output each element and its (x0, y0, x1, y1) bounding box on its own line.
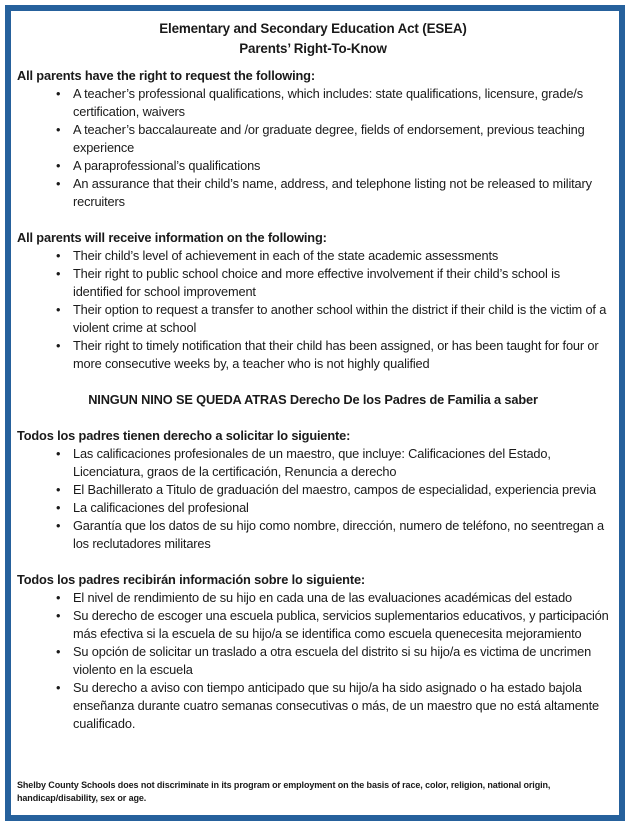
list-item: • A teacher’s baccalaureate and /or graduate degree, fields of endorsement, previous teaching experience (17, 121, 609, 157)
list-item: • Su derecho de escoger una escuela publica, servicios suplementarios educativos, y participación más efectiva si la escuela de su hijo/a se identifica como escuela quenecesita mejoramiento (17, 607, 609, 643)
list-item: • El Bachillerato a Titulo de graduación del maestro, campos de especialidad, experiencia previa (17, 481, 609, 499)
list-item: • A paraprofessional’s qualifications (17, 157, 609, 175)
list-item: • Their option to request a transfer to another school within the district if their child is the victim of a violent crime at school (17, 301, 609, 337)
list-padres-derecho-solicitar (17, 445, 609, 553)
list-item: • A teacher’s professional qualifications, which includes: state qualifications, licensure, grade/s certification, waivers (17, 85, 609, 121)
non-discrimination-statement: Shelby County Schools does not discriminate in its program or employment on the basis of race, color, religion, national origin, handicap/disability, sex or age. (17, 780, 551, 803)
list-item: • La calificaciones del profesional (17, 499, 609, 517)
list-parents-will-receive (17, 247, 609, 373)
list-item: • Their right to timely notification that their child has been assigned, or has been taught for four or more consecutive weeks by, a teacher who is not highly qualified (17, 337, 609, 373)
list-item: • Their child’s level of achievement in each of the state academic assessments (17, 247, 609, 265)
spanish-section-title: NINGUN NINO SE QUEDA ATRAS Derecho De los Padres de Familia a saber (88, 392, 538, 407)
document-title (17, 19, 609, 59)
document-page (5, 5, 625, 821)
heading-padres-derecho-solicitar: Todos los padres tienen derecho a solicitar lo siguiente: (17, 428, 351, 443)
list-item: • Garantía que los datos de su hijo como nombre, dirección, numero de teléfono, no seentregan a los reclutadores militares (17, 517, 609, 553)
heading-padres-recibiran: Todos los padres recibirán información sobre lo siguiente: (17, 572, 366, 587)
heading-parents-right-to-request: All parents have the right to request the following: (17, 68, 315, 83)
list-item: • Las calificaciones profesionales de un maestro, que incluye: Calificaciones del Estado, Licenciatura, graos de la certificación, Renuncia a derecho (17, 445, 609, 481)
document-title-line2: Parents’ Right-To-Know (239, 41, 387, 56)
list-item: • Su opción de solicitar un traslado a otra escuela del distrito si su hijo/a es victima de uncrimen violento en la escuela (17, 643, 609, 679)
list-parents-right-to-request (17, 85, 609, 211)
heading-parents-will-receive: All parents will receive information on the following: (17, 230, 327, 245)
document-title-line1: Elementary and Secondary Education Act (ESEA) (159, 21, 467, 36)
list-item: • El nivel de rendimiento de su hijo en cada una de las evaluaciones académicas del estado (17, 589, 609, 607)
list-item: • Su derecho a aviso con tiempo anticipado que su hijo/a ha sido asignado o ha estado bajola enseñanza durante cuatro semanas consecutivas o más, de un maestro que no está altamente cualificado. (17, 679, 609, 733)
list-padres-recibiran (17, 589, 609, 733)
list-item: • An assurance that their child’s name, address, and telephone listing not be released to military recruiters (17, 175, 609, 211)
list-item: • Their right to public school choice and more effective involvement if their child’s school is identified for school improvement (17, 265, 609, 301)
